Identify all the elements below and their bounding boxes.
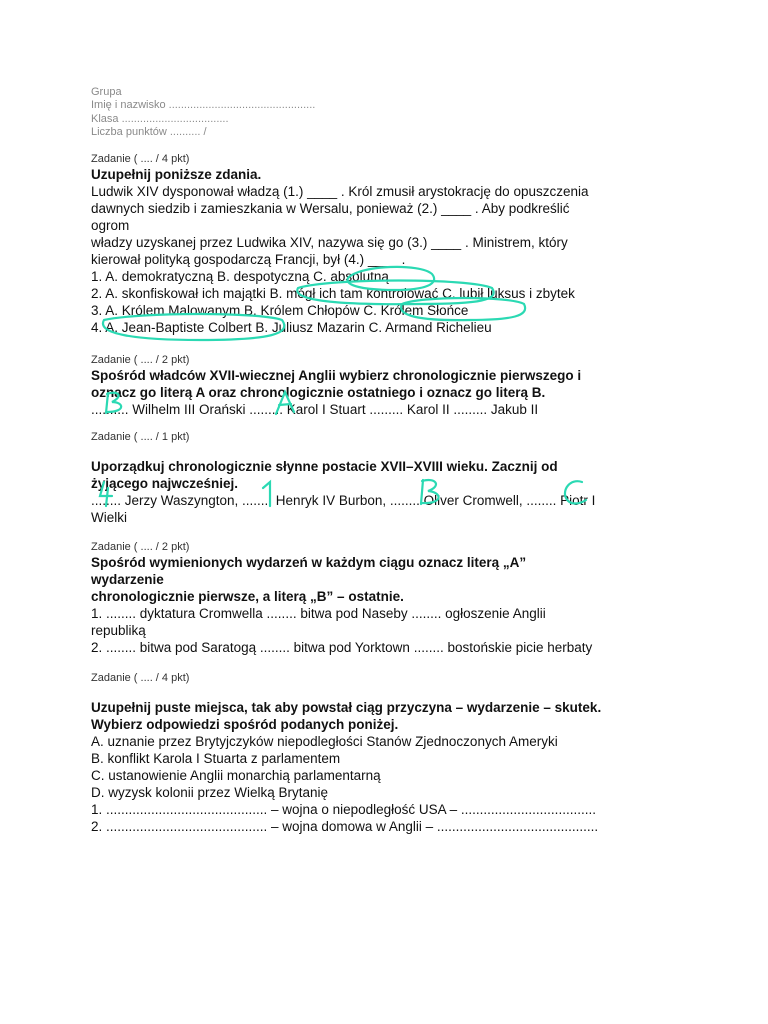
answer-option: B. konflikt Karola I Stuarta z parlamentem — [91, 750, 341, 766]
task-line: Ludwik XIV dysponował władzą (1.) ____ . Król zmusił arystokrację do opuszczenia — [91, 183, 589, 199]
task-instruction: Uzupełnij puste miejsca, tak aby powstał ciąg przyczyna – wydarzenie – skutek. — [91, 699, 602, 715]
task-line: ogrom — [91, 217, 130, 233]
task-instruction: oznacz go literą A oraz chronologicznie ostatniego i oznacz go literą B. — [91, 384, 546, 400]
task-label: Zadanie ( .... / 2 pkt) — [91, 353, 190, 366]
task-line: 2. ........ bitwa pod Saratogą ........ bitwa pod Yorktown ........ bostońskie picie herbaty — [91, 639, 593, 655]
answer-option: 4. A. Jean-Baptiste Colbert B. Juliusz Mazarin C. Armand Richelieu — [91, 319, 492, 335]
task-line: republiką — [91, 622, 146, 638]
task-line: 1. ........................................... – wojna o niepodległość USA – .................................... — [91, 801, 596, 817]
task-instruction: Uporządkuj chronologicznie słynne postacie XVII–XVIII wieku. Zacznij od — [91, 458, 558, 474]
task-instruction: Uzupełnij poniższe zdania. — [91, 166, 262, 182]
answer-option: C. ustanowienie Anglii monarchią parlamentarną — [91, 767, 381, 783]
answer-option: D. wyzysk kolonii przez Wielką Brytanię — [91, 784, 329, 800]
task-line: dawnych siedzib i zamieszkania w Wersalu, ponieważ (2.) ____ . Aby podkreślić — [91, 200, 570, 216]
class-field: Klasa ................................... — [91, 112, 229, 125]
task-line: 1. ........ dyktatura Cromwella ........ bitwa pod Naseby ........ ogłoszenie Anglii — [91, 605, 546, 621]
task-instruction: Wybierz odpowiedzi spośród podanych poniżej. — [91, 716, 399, 732]
task-label: Zadanie ( .... / 4 pkt) — [91, 671, 190, 684]
task-line: kierował polityką gospodarczą Francji, był (4.) ____ . — [91, 251, 406, 267]
answer-option: 3. A. Królem Malowanym B. Królem Chłopów C. Królem Słońce — [91, 302, 469, 318]
points-field: Liczba punktów .......... / — [91, 126, 207, 139]
task-label: Zadanie ( .... / 1 pkt) — [91, 430, 190, 443]
task-label: Zadanie ( .... / 4 pkt) — [91, 152, 190, 165]
answer-option: A. uznanie przez Brytyjczyków niepodległości Stanów Zjednoczonych Ameryki — [91, 733, 558, 749]
task-instruction: wydarzenie — [91, 571, 164, 587]
task-line: Wielki — [91, 509, 127, 525]
task-label: Zadanie ( .... / 2 pkt) — [91, 540, 190, 553]
worksheet-page — [91, 86, 691, 835]
task-line: 2. ........................................... – wojna domowa w Anglii – ........................................... — [91, 818, 599, 834]
name-field: Imię i nazwisko ................................................ — [91, 99, 316, 112]
task-line: ........ Jerzy Waszyngton, ........ Henryk IV Burbon, ........ Oliver Cromwell, ........ Piotr I — [91, 492, 596, 508]
task-instruction: żyjącego najwcześniej. — [91, 475, 239, 491]
task-line: władzy uzyskanej przez Ludwika XIV, nazywa się go (3.) ____ . Ministrem, który — [91, 234, 568, 250]
student-header — [91, 86, 691, 140]
task-instruction: Spośród władców XVII-wiecznej Anglii wybierz chronologicznie pierwszego i — [91, 367, 582, 383]
answer-option: 1. A. demokratyczną B. despotyczną C. absolutną — [91, 268, 389, 284]
group-field: Grupa — [91, 86, 122, 98]
task-line: .......... Wilhelm III Orański ......... Karol I Stuart ......... Karol II ......... Jakub II — [91, 401, 539, 417]
task-instruction: Spośród wymienionych wydarzeń w każdym ciągu oznacz literą „A” — [91, 554, 527, 570]
task-instruction: chronologicznie pierwsze, a literą „B” – ostatnie. — [91, 588, 404, 604]
answer-option: 2. A. skonfiskował ich majątki B. mógł ich tam kontrolować C. lubił luksus i zbytek — [91, 285, 575, 301]
